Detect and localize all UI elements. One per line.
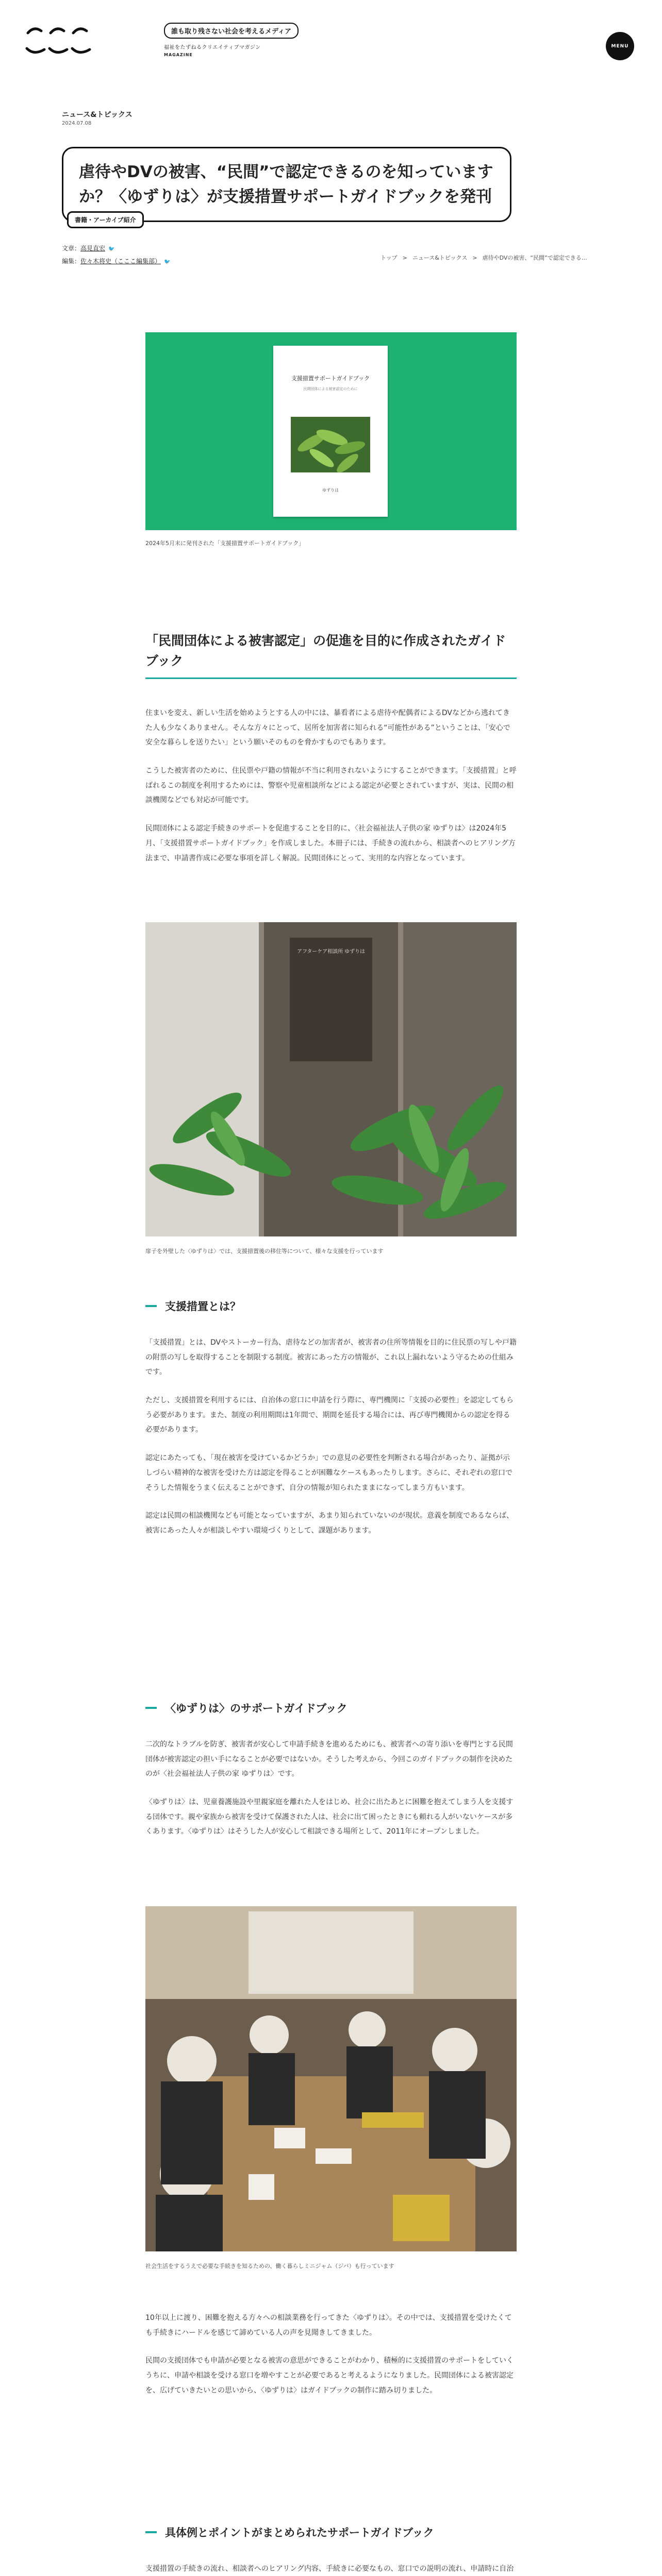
- breadcrumb: [380, 253, 587, 262]
- paragraph: 住まいを変え、新しい生活を始めようとする人の中には、暴看者による虐待や配偶者によるDVなどから逃れてきた人も少なくありません。そんな方々にとって、居所を加害者に知られる“可能性がある”ということは、「安心で安全な暮らしを送りたい」という願いそのものを脅かすものでもあります。: [145, 709, 510, 747]
- section3-body: [145, 1737, 517, 1839]
- photo-entrance: [145, 922, 517, 1236]
- heading-accent-bar: [145, 2531, 157, 2533]
- paragraph: 二次的なトラブルを防ぎ、被害者が安心して申請手続きを進めるためにも、被害者への寄り添いを専門とする民間団体が被害認定の担い手になることが必要ではないか。そうした考えから、今回このガイドブックの制作を決めたのが〈社会福祉法人子供の家 ゆずりは〉です。: [145, 1740, 513, 1778]
- site-logo-mark: [24, 23, 92, 62]
- photo2-caption: 社会生活をするうえで必要な手続きを知るための、働く暮らしミニジャム（ジバ）も行っています: [145, 2263, 394, 2269]
- credit-writer-label: 文章：: [62, 245, 81, 252]
- section5-body: [145, 2562, 517, 2576]
- twitter-icon[interactable]: 🐦: [164, 259, 171, 265]
- section-heading: [145, 2524, 517, 2540]
- article-tag[interactable]: 書籍・アーカイブ紹介: [67, 211, 144, 228]
- heading-accent-bar: [145, 1707, 157, 1709]
- section-heading-text: 〈ゆずりは〉のサポートガイドブック: [165, 1702, 347, 1715]
- hero-caption: 2024年5月末に発刊された「支援措置サポートガイドブック」: [145, 540, 305, 547]
- book-title: 支援措置サポートガイドブック: [291, 375, 370, 382]
- breadcrumb-current: 虐待やDVの被害、“民間”で認定できる…: [482, 255, 587, 261]
- tagline-bubble: 誰も取り残さない社会を考えるメディア: [164, 23, 299, 39]
- site-tagline: [164, 23, 299, 57]
- hero-image: [145, 332, 517, 530]
- book-subtitle: 民間団体による被害認定のために: [303, 386, 358, 391]
- paragraph: 〈ゆずりは〉は、児童養護施設や里親家庭を離れた人をはじめ、社会に出たあとに困難を抱えてしまう人を支援する団体です。親や家族から被害を受けて保護された人は、社会に出て困ったときにも頼れる人がいないケースが多くあります。〈ゆずりは〉はそうした人が安心して相談できる場所として、2011年にオープンしました。: [145, 1798, 514, 1836]
- credit-writer: [62, 242, 170, 255]
- entrance-photo-image: [145, 922, 517, 1236]
- section2-heading-wrap: [145, 1298, 517, 1314]
- section4-body: [145, 2311, 517, 2398]
- publisher-label: MAGAZINE: [164, 53, 193, 57]
- section5-heading-wrap: [145, 2524, 517, 2540]
- workshop-photo-image: [145, 1906, 517, 2251]
- paragraph: 支援措置の手続きの流れ、相談者へのヒアリング内容、手続きに必要なもの、窓口での説明の流れ、申請時に自治: [145, 2565, 514, 2573]
- lead-heading: 「民間団体による被害認定」の促進を目的に作成されたガイドブック: [145, 631, 517, 679]
- category-label[interactable]: ニュース&トピックス: [62, 111, 133, 119]
- section1-body: [145, 706, 517, 866]
- twitter-icon[interactable]: 🐦: [108, 246, 115, 252]
- credit-editor: [62, 255, 170, 268]
- section-heading-text: 具体例とポイントがまとめられたサポートガイドブック: [165, 2527, 434, 2539]
- section-lead: [145, 631, 517, 679]
- menu-button[interactable]: MENU: [606, 32, 634, 60]
- paragraph: 民間の支援団体でも申請が必要となる被害の意思ができることがわかり、積極的に支援措置のサポートをしていくうちに、申請や相談を受ける窓口を増やすことが必要であると考えるようになりました。民間団体による被害認定を、広げていきたいとの思いから、〈ゆずりは〉はガイドブックの制作に踏み切りました。: [145, 2357, 514, 2395]
- tagline-sub: 福祉をたずねるクリエイティブマガジン: [164, 45, 261, 50]
- post-date: 2024.07.08: [62, 121, 92, 126]
- breadcrumb-separator: >: [402, 255, 407, 261]
- paragraph: 認定は民間の相談機関なども可能となっていますが、あまり知られていないのが現状。意義を制度であるならば、被害にあった人々が相談しやすい環境づくりとして、課題があります。: [145, 1512, 514, 1535]
- paragraph: 10年以上に渡り、困難を抱える方々への相談業務を行ってきた〈ゆずりは〉。その中では、支援措置を受けたくても手続きにハードルを感じて諦めている人の声を見聞きしてきました。: [145, 2314, 512, 2337]
- heading-accent-bar: [145, 1305, 157, 1307]
- photo1-caption: 扉子を外壁した〈ゆずりは〉では、支援措置後の移住等について、様々な支援を行っています: [145, 1248, 384, 1255]
- section2-body: [145, 1335, 517, 1538]
- section-heading: [145, 1298, 517, 1314]
- credit-writer-link[interactable]: 高見直宏: [80, 245, 106, 252]
- sign-text: アフターケア相談所 ゆずりは: [296, 949, 366, 955]
- paragraph: 「支援措置」とは、DVやストーカー行為、虐待などの加害者が、被害者の住所等情報を目的に住民票の写しや戸籍の附票の写しを取得することを制限する制度。被害にあった方の情報が、これ以上漏れないよう守るための仕組みです。: [145, 1338, 517, 1377]
- book-plant-image: [291, 417, 370, 472]
- book-publisher: ゆずりは: [322, 488, 339, 493]
- site-logo[interactable]: [24, 23, 92, 62]
- paragraph: こうした被害者のために、住民票や戸籍の情報が不当に利用されないようにすることができます。「支援措置」と呼ばれるこの制度を利用するためには、警察や児童相談所などによる認定が必要とされていますが、実は、民間の相談機関などでも対応が可能です。: [145, 767, 517, 805]
- breadcrumb-category[interactable]: ニュース&トピックス: [412, 255, 468, 261]
- credit-editor-link[interactable]: 佐々木将史（こここ編集部）: [80, 258, 161, 265]
- photo-workshop: [145, 1906, 517, 2251]
- guidebook-cover: [273, 346, 388, 517]
- paragraph: ただし、支援措置を利用するには、自治体の窓口に申請を行う際に、専門機関に「支援の必要性」を認定してもらう必要があります。また、制度の利用期間は1年間で、期間を延長する場合には、再び専門機関からの認定を得る必要があります。: [145, 1396, 514, 1434]
- section-heading: [145, 1700, 517, 1716]
- page-title: 虐待やDVの被害、“民間”で認定できるのを知っていますか？〈ゆずりは〉が支援措置サポートガイドブックを発刊: [79, 163, 493, 207]
- credit-editor-label: 編集：: [62, 258, 81, 265]
- breadcrumb-top[interactable]: トップ: [380, 255, 398, 261]
- paragraph: 民間団体による認定手続きのサポートを促進することを目的に、〈社会福祉法人子供の家 ゆずりは〉は2024年5月、「支援措置サポートガイドブック」を作成しました。本冊子には、手続きの流れから、相談者へのヒアリング方法まで、申請書作成に必要な事項を詳しく解説。民間団体にとって、実用的な内容となっています。: [145, 824, 516, 862]
- paragraph: 認定にあたっても、「現在被害を受けているかどうか」での意見の必要性を判断される場合があったり、証拠が示しづらい精神的な被害を受けた方は認定を得ることが困難なケースもあったりします。さらに、それぞれの窓口でそうした情報をうまく伝えることができず、自分の情報が知られたままになってしまう方もいます。: [145, 1454, 513, 1492]
- section3-heading-wrap: [145, 1700, 517, 1716]
- credits: [62, 242, 170, 268]
- section-heading-text: 支援措置とは？: [165, 1300, 241, 1313]
- breadcrumb-separator: >: [472, 255, 477, 261]
